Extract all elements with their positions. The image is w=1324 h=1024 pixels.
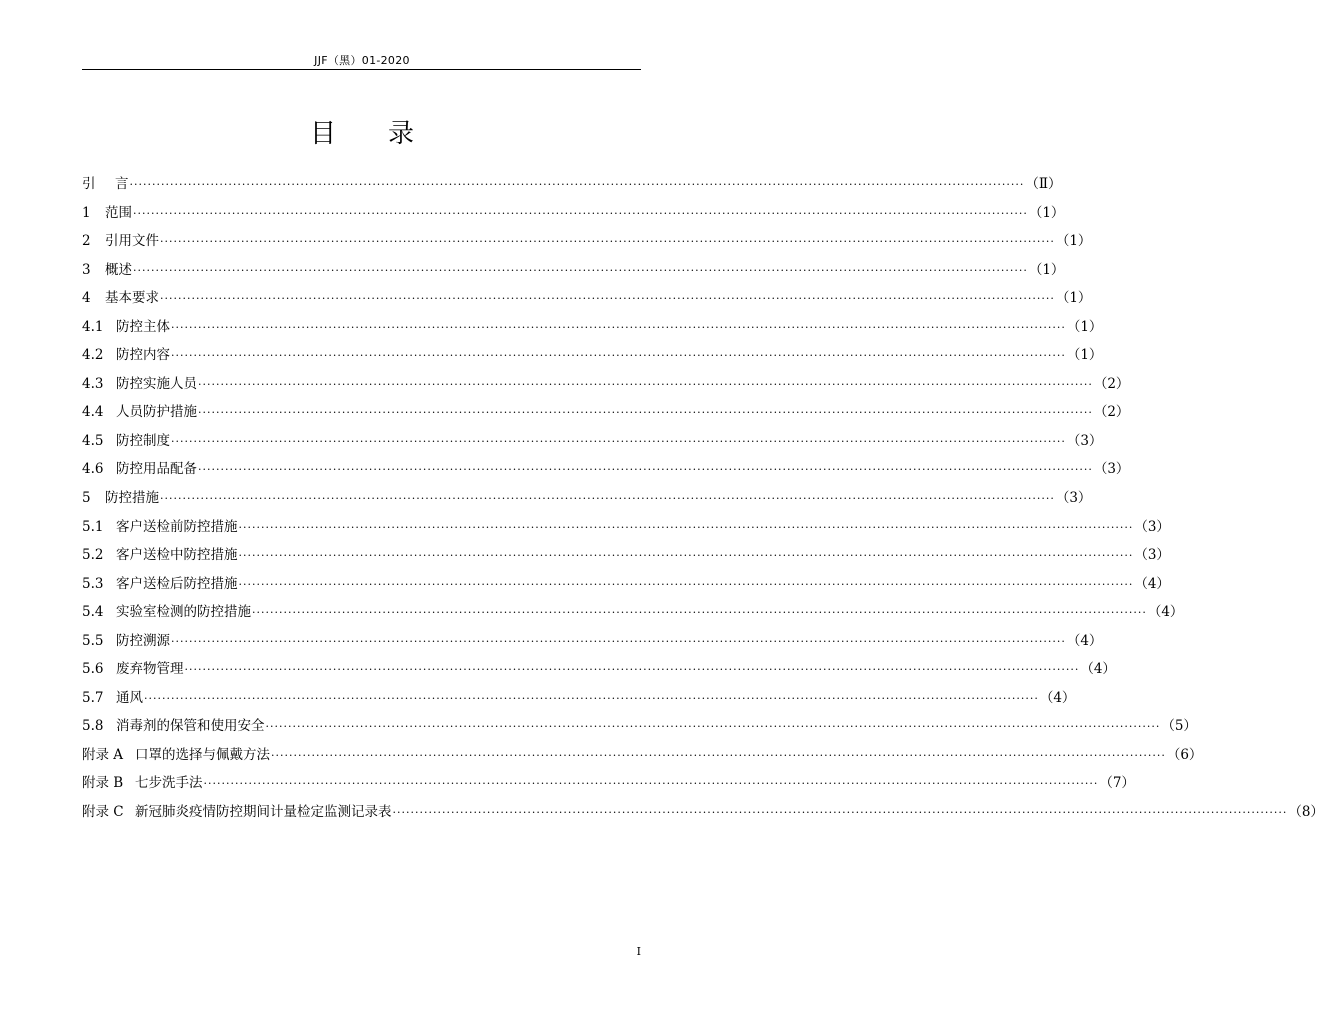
toc-entry[interactable] [82,798,1324,827]
toc-entry[interactable] [82,170,1062,199]
toc-entry-number: 5.1 [82,518,104,535]
toc-dot-leader: ······································································································································································································· [238,577,1134,591]
toc-entry[interactable] [82,513,1170,542]
toc-entry[interactable] [82,427,1103,456]
toc-entry-page: （1） [1055,233,1092,250]
header-rule [82,69,641,70]
toc-entry-number: 2 [82,233,91,250]
toc-entry-page: （4） [1147,604,1184,621]
toc-dot-leader: ······································································································································································································· [203,777,1099,791]
toc-entry[interactable] [82,570,1170,599]
toc-entry-page: （7） [1099,775,1135,792]
toc-dot-leader: ······································································································································································································· [171,320,1066,334]
toc-entry-label: 言 [115,176,129,192]
toc-entry-page: （1） [1028,204,1065,221]
toc-entry-label: 新冠肺炎疫情防控期间计量检定监测记录表 [135,804,392,821]
toc-entry-number: 4.4 [82,404,104,421]
toc-entry-page: （3） [1055,490,1092,507]
toc-entry[interactable] [82,398,1130,427]
toc-entry[interactable] [82,484,1092,513]
toc-dot-leader: ······································································································································································································· [198,377,1093,391]
toc-entry[interactable] [82,284,1092,313]
toc-entry-number: 5.4 [82,604,104,621]
toc-entry-label: 防控溯源 [116,632,170,649]
toc-entry[interactable] [82,455,1130,484]
toc-entry-number: 5.3 [82,575,104,592]
toc-entry-page: （3） [1134,518,1170,535]
toc-dot-leader: ······································································································································································································· [133,263,1028,277]
toc-entry-label: 客户送检前防控措施 [116,518,238,535]
toc-entry-number: 5.6 [82,661,104,678]
toc-entry-label: 口罩的选择与佩戴方法 [135,746,270,763]
toc-dot-leader: ······································································································································································································· [129,178,1025,191]
toc-dot-leader: ······································································································································································································· [238,520,1134,534]
toc-entry[interactable] [82,227,1092,256]
page-number: I [636,945,641,958]
toc-entry-number: 附录 C [82,804,124,821]
toc-entry[interactable] [82,541,1170,570]
toc-dot-leader: ······································································································································································································· [171,349,1066,363]
toc-entry-page: （3） [1093,461,1130,478]
toc-entry-page: （1） [1028,261,1065,278]
toc-entry-label: 人员防护措施 [116,404,197,421]
toc-entry[interactable] [82,769,1135,798]
toc-entry-label: 实验室检测的防控措施 [116,604,251,621]
toc-entry-number: 4.6 [82,461,104,478]
toc-entry-number: 5.7 [82,689,104,706]
toc-entry-page: （1） [1055,290,1092,307]
toc-entry[interactable] [82,341,1103,370]
toc-entry-label: 七步洗手法 [135,775,203,792]
toc-entry-label: 防控用品配备 [116,461,197,478]
toc-list [82,170,1324,827]
toc-entry-page: （4） [1039,689,1076,706]
toc-entry-number: 3 [82,261,91,278]
toc-dot-leader: ······································································································································································································· [171,634,1066,648]
toc-entry-label: 防控内容 [116,347,170,364]
toc-entry[interactable] [82,712,1197,741]
toc-dot-leader: ······································································································································································································· [271,748,1166,762]
toc-entry-number: 附录 B [82,775,124,792]
toc-entry-label: 客户送检后防控措施 [116,575,238,592]
toc-entry[interactable] [82,313,1103,342]
toc-entry-number: 5.2 [82,547,104,564]
toc-entry[interactable] [82,199,1065,228]
toc-dot-leader: ······································································································································································································· [133,206,1028,220]
toc-dot-leader: ······································································································································································································· [160,492,1055,506]
toc-entry-label: 消毒剂的保管和使用安全 [116,718,265,735]
toc-dot-leader: ······································································································································································································· [160,292,1055,306]
toc-entry[interactable] [82,627,1103,656]
toc-entry-label: 基本要求 [105,290,159,307]
toc-entry-page: （6） [1166,746,1203,763]
toc-entry-number: 5.5 [82,632,104,649]
toc-entry-page: （1） [1066,318,1103,335]
toc-entry-page: （4） [1134,575,1170,592]
toc-entry-page: （1） [1066,347,1103,364]
toc-entry-page: （2） [1093,404,1130,421]
toc-entry-number: 附录 A [82,746,124,763]
document-code: JJF（黑）01-2020 [314,54,410,67]
toc-entry-number: 4.2 [82,347,104,364]
toc-dot-leader: ······································································································································································································· [198,463,1093,477]
toc-entry-number: 4 [82,290,91,307]
toc-entry[interactable] [82,684,1076,713]
toc-entry[interactable] [82,370,1130,399]
toc-entry[interactable] [82,256,1065,285]
toc-entry-label: 概述 [105,261,132,278]
toc-entry-label: 客户送检中防控措施 [116,547,238,564]
toc-entry-number: 4.3 [82,375,104,392]
toc-entry-number: 4.1 [82,318,104,335]
toc-dot-leader: ······································································································································································································· [171,434,1066,448]
toc-entry-number: 5 [82,490,91,507]
toc-entry-page: （5） [1161,718,1197,735]
toc-entry-page: （4） [1066,632,1103,649]
toc-dot-leader: ······································································································································································································· [184,663,1080,677]
toc-entry-number: 5.8 [82,718,104,735]
toc-entry-page: （3） [1066,432,1103,449]
toc-entry-label: 防控措施 [105,490,159,507]
toc-entry[interactable] [82,655,1116,684]
toc-entry-number: 1 [82,204,91,221]
toc-entry-page: （2） [1093,375,1130,392]
toc-entry-page: （8） [1288,804,1324,821]
toc-entry-page: （Ⅱ） [1025,176,1062,192]
toc-dot-leader: ······································································································································································································· [160,235,1055,249]
toc-entry-label: 防控制度 [116,432,170,449]
toc-entry-label: 防控实施人员 [116,375,197,392]
toc-entry[interactable] [82,598,1184,627]
toc-entry[interactable] [82,741,1203,770]
toc-entry-page: （4） [1080,661,1116,678]
toc-entry-label: 通风 [116,689,143,706]
toc-entry-page: （3） [1134,547,1170,564]
toc-title: 目 录 [309,119,414,149]
toc-entry-label: 引用文件 [105,233,159,250]
toc-entry-label: 范围 [105,204,132,221]
toc-dot-leader: ······································································································································································································· [252,606,1147,620]
toc-dot-leader: ······································································································································································································· [238,549,1134,563]
toc-entry-label: 防控主体 [116,318,170,335]
toc-entry-label: 废弃物管理 [116,661,184,678]
toc-dot-leader: ······································································································································································································· [392,806,1288,820]
toc-entry-number: 4.5 [82,432,104,449]
toc-dot-leader: ······································································································································································································· [144,691,1039,705]
toc-entry-number: 引 [82,176,96,192]
toc-dot-leader: ······································································································································································································· [198,406,1093,420]
toc-dot-leader: ······································································································································································································· [265,720,1161,734]
